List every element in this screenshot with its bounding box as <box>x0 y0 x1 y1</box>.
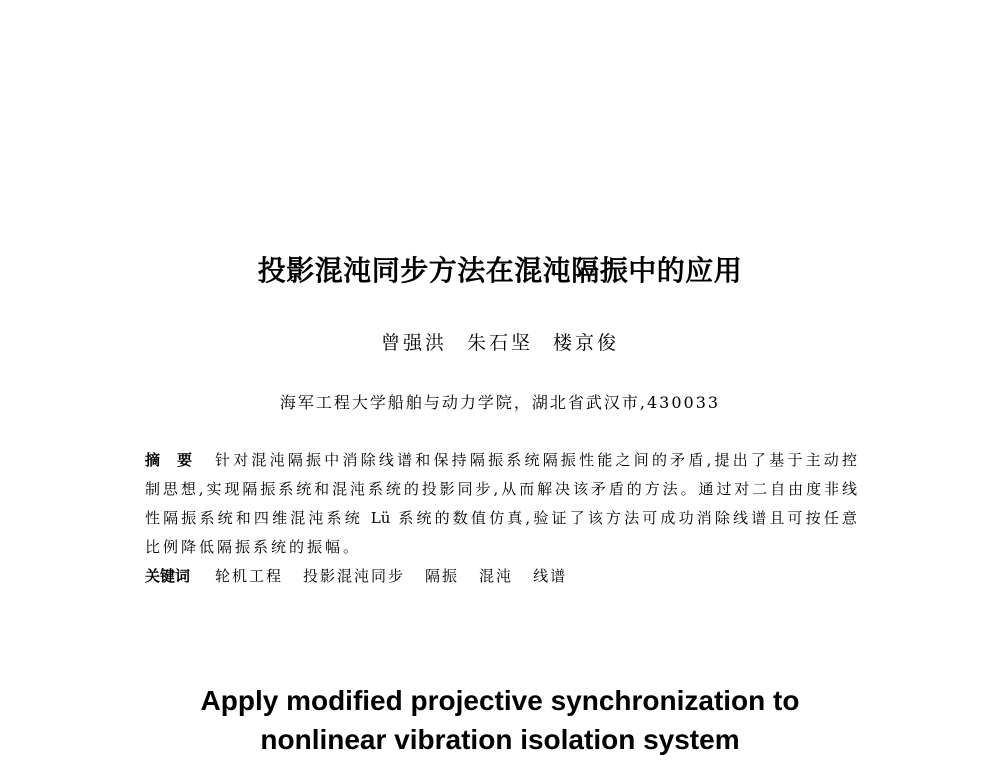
author-name: 朱石坚 <box>466 332 533 354</box>
keyword: 轮机工程 <box>215 567 284 585</box>
keyword: 投影混沌同步 <box>303 567 406 585</box>
paper-title-chinese: 投影混沌同步方法在混沌隔振中的应用 <box>257 254 743 287</box>
keyword: 隔振 <box>425 567 460 585</box>
abstract-text: 针对混沌隔振中消除线谱和保持隔振系统隔振性能之间的矛盾,提出了基于主动控 <box>215 451 857 469</box>
abstract-line <box>145 446 857 475</box>
author-name: 楼京俊 <box>553 332 620 354</box>
abstract-line: 比例降低隔振系统的振幅。 <box>145 538 362 556</box>
title-en-line: Apply modified projective synchronization to <box>200 685 800 716</box>
keyword: 混沌 <box>479 567 514 585</box>
paper-title-english <box>0 681 1000 759</box>
keyword: 线谱 <box>533 567 568 585</box>
keywords-row <box>145 562 857 590</box>
author-list <box>0 330 1000 356</box>
title-en-line: nonlinear vibration isolation system <box>260 724 740 755</box>
author-affiliation: 海军工程大学船舶与动力学院，湖北省武汉市,430033 <box>279 393 721 412</box>
keywords-label: 关键词 <box>145 567 191 585</box>
abstract-label: 摘 要 <box>145 451 194 469</box>
author-name: 曾强洪 <box>380 332 447 354</box>
abstract-line: 性隔振系统和四维混沌系统 Lü 系统的数值仿真,验证了该方法可成功消除线谱且可按任意 <box>145 509 857 527</box>
abstract-block <box>145 446 857 562</box>
abstract-line: 制思想,实现隔振系统和混沌系统的投影同步,从而解决该矛盾的方法。通过对二自由度非线 <box>145 480 857 498</box>
